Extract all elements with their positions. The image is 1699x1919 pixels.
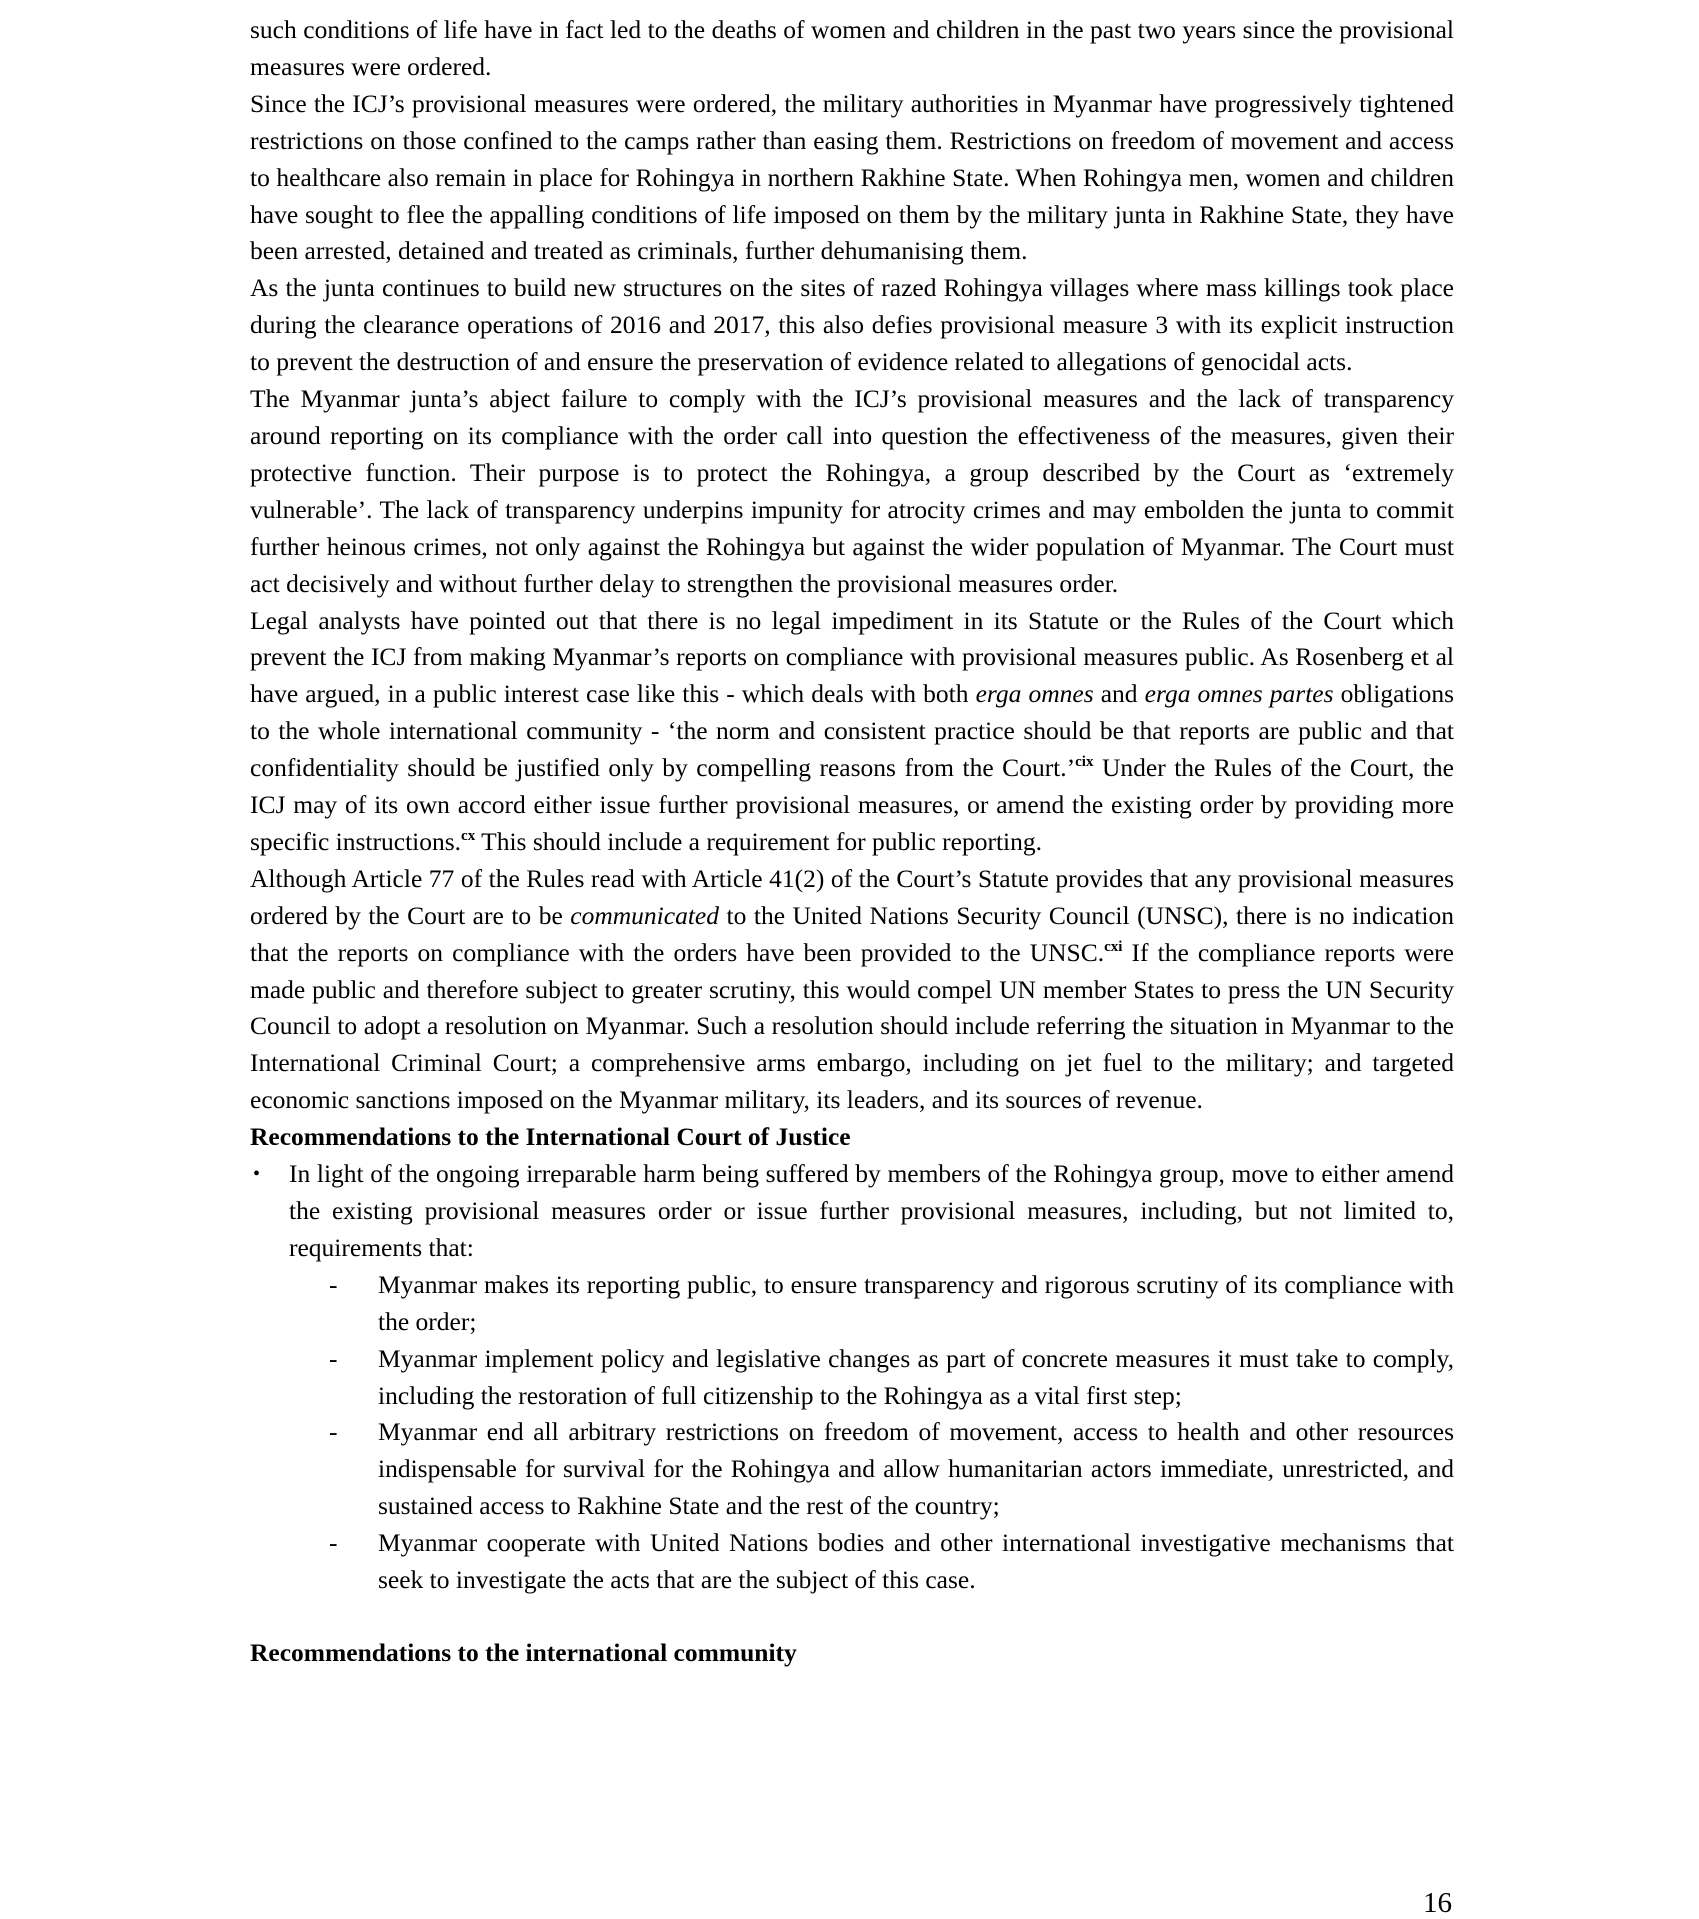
bullet-item [250,1156,1454,1599]
paragraph-3: As the junta continues to build new structures on the sites of razed Rohingya villages where mass killings took place during the clearance operations of 2016 and 2017, this also defies provisional measure 3 with its explicit instruction to prevent the destruction of and ensure the preservation of evidence related to allegations of genocidal acts. [250,273,1454,377]
sub-list-item [289,1267,1454,1341]
dash-icon: - [329,1528,338,1558]
sub-list-item-text: Myanmar implement policy and legislative changes as part of concrete measures it must take to comply, including the restoration of full citizenship to the Rohingya as a vital first step; [378,1343,1454,1410]
italic-term-communicated: communicated [570,900,719,930]
endnote-ref-cxi[interactable]: cxi [1104,938,1123,955]
paragraph-4: The Myanmar junta’s abject failure to comply with the ICJ’s provisional measures and the lack of transparency around reporting on its compliance with the order call into question the effectiveness of the measures, given their protective function. Their purpose is to protect the Rohingya, a group described by the Court as ‘extremely vulnerable’. The lack of transparency underpins impunity for atrocity crimes and may embolden the junta to commit further heinous crimes, not only against the Rohingya but against the wider population of Myanmar. The Court must act decisively and without further delay to strengthen the provisional measures order. [250,384,1454,598]
bullet-text: In light of the ongoing irreparable harm being suffered by members of the Rohingya group, move to either amend the existing provisional measures order or issue further provisional measures, including, but not limited to, requirements that: [289,1159,1454,1262]
italic-term-erga-omnes-partes: erga omnes partes [1144,679,1334,709]
dash-icon: - [329,1269,338,1299]
paragraph-2: Since the ICJ’s provisional measures were ordered, the military authorities in Myanmar have progressively tightened restrictions on those confined to the camps rather than easing them. Restrictions on freedom of movement and access to healthcare also remain in place for Rohingya in northern Rakhine State. When Rohingya men, women and children have sought to flee the appalling conditions of life imposed on them by the military junta in Rakhine State, they have been arrested, detained and treated as criminals, further dehumanising them. [250,88,1454,266]
paragraph-5-text-5: This should include a requirement for public reporting. [475,826,1042,856]
paragraph-6 [250,861,1454,1119]
bullet-icon: • [253,1163,261,1186]
paragraph-5-text-3: obligations to the whole international community - ‘the norm and consistent practice should be that reports are public and that confidentiality should be justified only by compelling reasons from the Court.’ [250,679,1454,783]
dash-icon: - [329,1417,338,1447]
endnote-ref-cx[interactable]: cx [461,827,476,844]
paragraph-5-text-1: Legal analysts have pointed out that there is no legal impediment in its Statute or the Rules of the Court which prevent the ICJ from making Myanmar’s reports on compliance with provisional measures public. As Rosenberg et al have argued, in a public interest case like this - which deals with both [250,605,1454,709]
paragraph-6-text-1: Although Article 77 of the Rules read with Article 41(2) of the Court’s Statute provides that any provisional measures ordered by the Court are to be [250,863,1454,930]
paragraph-1: such conditions of life have in fact led to the deaths of women and children in the past two years since the provisional measures were ordered. [250,15,1454,81]
paragraph-5 [250,603,1454,861]
page-number: 16 [1423,1887,1452,1919]
sub-list-item-text: Myanmar cooperate with United Nations bodies and other international investigative mechanisms that seek to investigate the acts that are the subject of this case. [378,1528,1454,1595]
dash-icon: - [329,1343,338,1373]
sub-list [289,1267,1454,1599]
italic-term-erga-omnes: erga omnes [975,679,1094,709]
paragraph-5-text-2: and [1093,679,1145,709]
sub-list-item [289,1341,1454,1415]
endnote-ref-cix[interactable]: cix [1075,754,1094,771]
sub-list-item-text: Myanmar end all arbitrary restrictions on freedom of movement, access to health and other resources indispensable for survival for the Rohingya and allow humanitarian actors immediate, unrestricted, and sustained access to Rakhine State and the rest of the country; [378,1417,1454,1521]
section-heading-international-community: Recommendations to the international community [250,1637,797,1667]
sub-list-item [289,1525,1454,1599]
document-page [250,12,1454,1672]
paragraph-5-text-4: Under the Rules of the Court, the ICJ may of its own accord either issue further provisional measures, or amend the existing order by providing more specific instructions. [250,753,1454,856]
section-heading-icj: Recommendations to the International Court of Justice [250,1122,851,1152]
paragraph-6-text-2: to the United Nations Security Council (UNSC), there is no indication that the reports on compliance with the orders have been provided to the UNSC. [250,900,1454,967]
sub-list-item-text: Myanmar makes its reporting public, to ensure transparency and rigorous scrutiny of its compliance with the order; [378,1269,1454,1336]
paragraph-6-text-3: If the compliance reports were made public and therefore subject to greater scrutiny, this would compel UN member States to press the UN Security Council to adopt a resolution on Myanmar. Such a resolution should include referring the situation in Myanmar to the International Criminal Court; a comprehensive arms embargo, including on jet fuel to the military; and targeted economic sanctions imposed on the Myanmar military, its leaders, and its sources of revenue. [250,937,1454,1115]
sub-list-item [289,1414,1454,1525]
